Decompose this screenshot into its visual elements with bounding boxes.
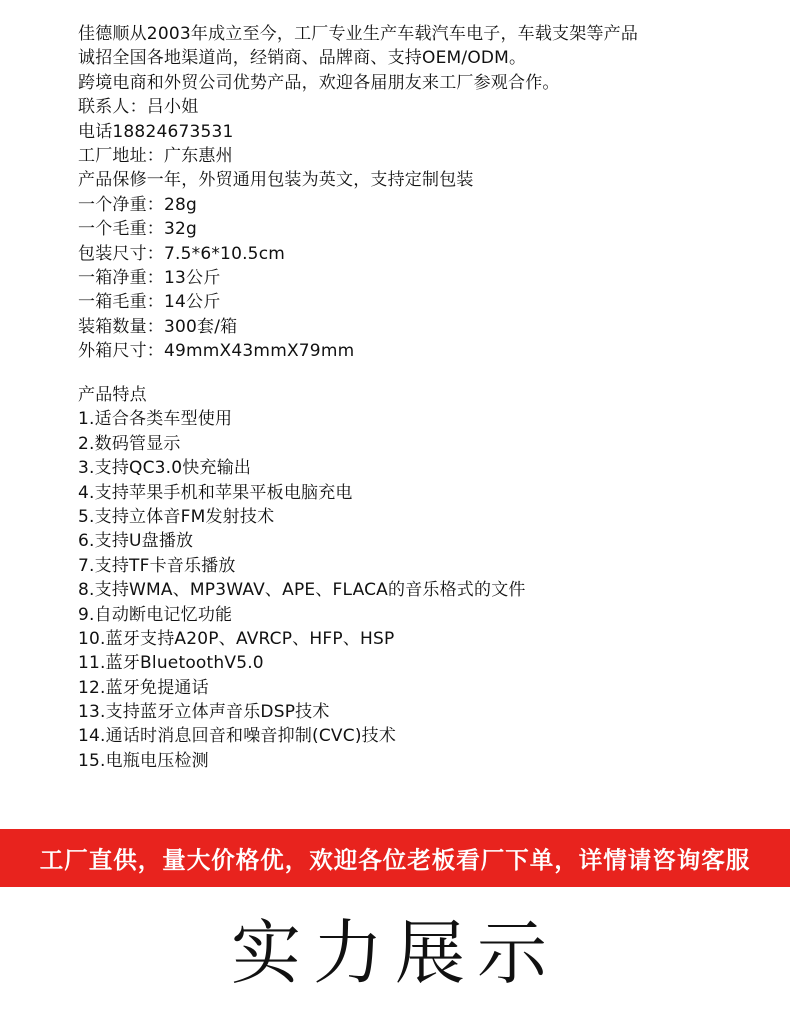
feature-item: 14.通话时消息回音和噪音抑制(CVC)技术 xyxy=(78,726,397,747)
promo-banner-text: 工厂直供，量大价格优，欢迎各位老板看厂下单，详情请咨询客服 xyxy=(39,846,751,874)
strength-section xyxy=(0,908,790,998)
feature-item: 3.支持QC3.0快充输出 xyxy=(78,458,252,479)
spec-box-quantity: 装箱数量：300套/箱 xyxy=(78,316,238,337)
features-heading: 产品特点 xyxy=(78,385,147,405)
intro-line: 诚招全国各地渠道尚，经销商、品牌商、支持OEM/ODM。 xyxy=(78,48,527,69)
feature-item: 8.支持WMA、MP3WAV、APE、FLACA的音乐格式的文件 xyxy=(78,580,526,601)
feature-item: 10.蓝牙支持A20P、AVRCP、HFP、HSP xyxy=(78,628,395,649)
spec-box-net-weight: 一箱净重：13公斤 xyxy=(78,267,221,288)
feature-item: 5.支持立体音FM发射技术 xyxy=(78,506,275,527)
spec-package-size: 包装尺寸：7.5*6*10.5cm xyxy=(78,243,286,264)
feature-item: 4.支持苹果手机和苹果平板电脑充电 xyxy=(78,482,353,503)
company-intro xyxy=(78,22,778,363)
warranty-info: 产品保修一年，外贸通用包装为英文，支持定制包装 xyxy=(78,170,474,191)
product-features xyxy=(78,383,778,773)
feature-item: 1.适合各类车型使用 xyxy=(78,409,233,430)
promo-banner xyxy=(0,829,790,887)
spec-net-weight: 一个净重：28g xyxy=(78,194,198,215)
feature-item: 6.支持U盘播放 xyxy=(78,531,194,552)
section-title: 实力展示 xyxy=(231,912,559,994)
spec-gross-weight: 一个毛重：32g xyxy=(78,219,198,240)
feature-item: 7.支持TF卡音乐播放 xyxy=(78,555,236,576)
contact-person: 联系人：吕小姐 xyxy=(78,97,199,118)
intro-line: 跨境电商和外贸公司优势产品，欢迎各届朋友来工厂参观合作。 xyxy=(78,72,560,93)
feature-item: 12.蓝牙免提通话 xyxy=(78,677,209,698)
feature-item: 13.支持蓝牙立体声音乐DSP技术 xyxy=(78,702,330,723)
feature-item: 2.数码管显示 xyxy=(78,433,181,454)
intro-line: 佳德顺从2003年成立至今，工厂专业生产车载汽车电子，车载支架等产品 xyxy=(78,24,639,44)
phone-number: 电话18824673531 xyxy=(78,121,234,142)
feature-item: 9.自动断电记忆功能 xyxy=(78,604,233,625)
factory-address: 工厂地址：广东惠州 xyxy=(78,145,233,166)
feature-item: 11.蓝牙BluetoothV5.0 xyxy=(78,653,264,674)
spec-box-gross-weight: 一箱毛重：14公斤 xyxy=(78,292,221,313)
feature-item: 15.电瓶电压检测 xyxy=(78,750,209,771)
spec-box-size: 外箱尺寸：49mmX43mmX79mm xyxy=(78,341,355,362)
